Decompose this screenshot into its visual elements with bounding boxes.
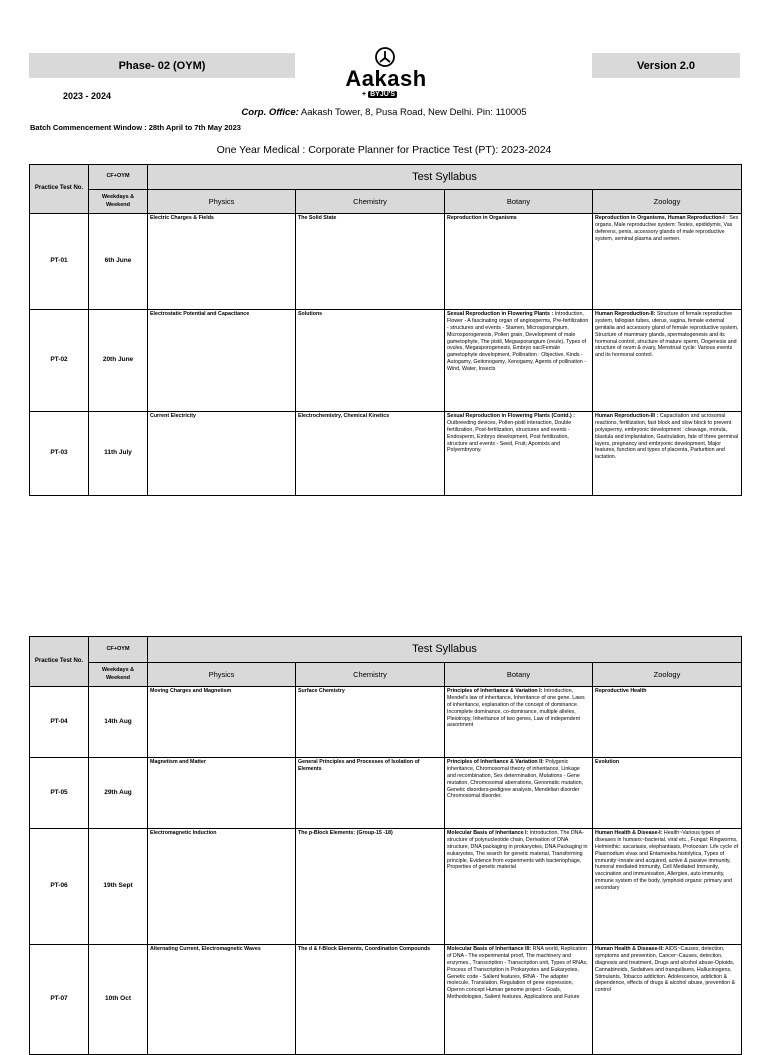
botany-syllabus	[445, 829, 593, 945]
botany-syllabus	[445, 214, 593, 310]
physics-syllabus: Alternating Current, Electromagnetic Waves	[148, 945, 296, 1055]
table-row	[30, 945, 742, 1055]
zoology-topic-title: Human Reproduction-III :	[595, 413, 659, 419]
aakash-logo	[340, 46, 432, 104]
botany-syllabus	[445, 758, 593, 829]
botany-header: Botany	[445, 663, 593, 687]
zoology-topic-title: Reproductive Health	[595, 688, 647, 694]
physics-syllabus: Current Electricity	[148, 412, 296, 496]
botany-topic-title: Principles of Inheritance & Variation I:	[447, 688, 543, 694]
botany-topic-details: Outbreeding devices, Pollen-pistil interaction, Double fertilization, Post-fertilization, structures and events - Endosperm, Embryo development, Post fertilization, structure and events - Seed, Fruit; Apomixis and Polyembryony.	[447, 419, 572, 454]
chemistry-syllabus: Surface Chemistry	[296, 687, 445, 758]
logo-byjus-tag: + BYJU'S	[362, 91, 396, 98]
chemistry-header: Chemistry	[296, 663, 445, 687]
zoology-topic-title: Human Health & Disease-I:	[595, 830, 663, 836]
cf-oym-header: CF+OYM	[89, 637, 148, 663]
test-date: 6th June	[89, 214, 148, 310]
zoology-syllabus	[593, 412, 742, 496]
botany-syllabus	[445, 687, 593, 758]
botany-topic-details: RNA world, Replication of DNA - The experimental proof, The machinery and enzymes., Transcription - Transcription unit, Types of RNAs, Process of Transcription in Prokaryotes and Eukaryotes, Genetic code - Salient features, tRNA - The adapter molecule, Translation. Regulation of gene expression, Operon concept Human genome project - Goals, Methodologies, Salient features, Applications and Future	[447, 946, 588, 1001]
cf-oym-header: CF+OYM	[89, 165, 148, 190]
test-date: 14th Aug	[89, 687, 148, 758]
batch-window: Batch Commencement Window : 28th April to 7th May 2023	[30, 123, 241, 132]
zoology-syllabus	[593, 945, 742, 1055]
practice-test-number: PT-07	[30, 945, 89, 1055]
chemistry-syllabus: General Principles and Processes of Isolation of Elements	[296, 758, 445, 829]
zoology-topic-title: Reproduction in Organisms, Human Reproduction-I	[595, 215, 725, 221]
test-date: 19th Sept	[89, 829, 148, 945]
botany-topic-details: Introduction, Flower - A fascinating organ of angiosperms, Pre-fertilization - structures and events - Stamen, Microsporangium, Microsporogenesis, Pollen grain, Development of male gametophyte, The pistil, Megasporangium (ovule), Types of ovules, Megasporogenesis, Embryo sac/Female gametophyte development, Pollination : Objective, Kinds - Autogamy, Geitonogamy, Xenogamy, Agents of pollination - Wind, Water, Insects	[447, 311, 589, 372]
botany-header: Botany	[445, 190, 593, 214]
practice-test-number: PT-01	[30, 214, 89, 310]
zoology-header: Zoology	[593, 190, 742, 214]
phase-label: Phase- 02 (OYM)	[29, 53, 295, 78]
botany-topic-details: Introduction, The DNA-structure of polynucleotide chain, Derivation of DNA structure, DNA packaging in prokaryotes, DNA Packaging in eukaryotes, The search for genetic material, Transforming principle, Evidence from experiments with bacteriophage, Properties of genetic material	[447, 830, 588, 871]
corp-office-address: Aakash Tower, 8, Pusa Road, New Delhi. Pin: 110005	[300, 107, 527, 118]
botany-topic-title: Molecular Basis of Inheritance I:	[447, 830, 529, 836]
practice-test-no-header: Practice Test No.	[30, 637, 89, 687]
planner-table-1	[29, 164, 742, 496]
botany-topic-title: Sexual Reproduction in Flowering Plants (Contd.) :	[447, 413, 576, 419]
chemistry-syllabus: The p-Block Elements: (Group-15 -18)	[296, 829, 445, 945]
table-row	[30, 829, 742, 945]
physics-syllabus: Magnetism and Matter	[148, 758, 296, 829]
botany-topic-title: Molecular Basis of Inheritance III:	[447, 946, 532, 952]
test-date: 29th Aug	[89, 758, 148, 829]
practice-test-number: PT-05	[30, 758, 89, 829]
botany-topic-title: Principles of Inheritance & Variation II:	[447, 759, 544, 765]
botany-syllabus	[445, 412, 593, 496]
zoology-syllabus	[593, 214, 742, 310]
practice-test-no-header: Practice Test No.	[30, 165, 89, 214]
logo-wordmark: Aakash	[345, 66, 427, 91]
chemistry-syllabus: Solutions	[296, 310, 445, 412]
practice-test-number: PT-04	[30, 687, 89, 758]
physics-syllabus: Electrostatic Potential and Capacitance	[148, 310, 296, 412]
practice-test-number: PT-06	[30, 829, 89, 945]
practice-test-number: PT-02	[30, 310, 89, 412]
zoology-topic-details: AIDS~Causes, detection, symptoms and prevention, Cancer~Causes, detection, diagnosis and treatment, Drugs and alcohol abuse-Opioids, Cannabinoids, Sedatives and tranquilisers, Hallucinogens, Stimulants, Tobacco addiction. Adolescence, addiction & dependence, effects of drugs & alcohol abuse, prevention & control	[595, 946, 736, 994]
table-row	[30, 687, 742, 758]
botany-topic-title: Sexual Reproduction in Flowering Plants :	[447, 311, 554, 317]
corp-office-label: Corp. Office:	[241, 107, 299, 118]
physics-syllabus: Electric Charges & Fields	[148, 214, 296, 310]
zoology-syllabus	[593, 310, 742, 412]
chemistry-header: Chemistry	[296, 190, 445, 214]
botany-syllabus	[445, 945, 593, 1055]
planner-title: One Year Medical : Corporate Planner for Practice Test (PT): 2023-2024	[216, 144, 552, 156]
physics-syllabus: Moving Charges and Magnetism	[148, 687, 296, 758]
test-syllabus-header: Test Syllabus	[148, 165, 742, 190]
weekdays-header: Weekdays & Weekend	[89, 663, 148, 687]
table-row	[30, 412, 742, 496]
zoology-syllabus	[593, 758, 742, 829]
version-label: Version 2.0	[592, 53, 740, 78]
table-row	[30, 310, 742, 412]
zoology-topic-details: Health~Various types of diseases in humans~bacterial, viral etc., Fungal: Ringworms, Helminthic: ascariasis, elephantiasis, Protozoan: Life cycle of Plasmodium vivax and Entamoeba histolytica, Types of immunity~innate and acquired, active & passive immunity, humoral mediated immunity, Cell Mediated Immunity, vaccination and immunisation, Allergies, auto immunity, immune system of the body, lymphoid organs: primary and secondary	[595, 830, 739, 891]
physics-header: Physics	[148, 663, 296, 687]
botany-topic-details: Introduction, Mendel's law of inheritance, Inheritance of one gene. Laws of inheritance, explanation of the concept of dominance. Incomplete dominance, co-dominance, multiple alleles, Pleiotropy, Inheritance of two genes, Law of independent assortment	[447, 688, 585, 729]
zoology-topic-details: Capacitation and acrosomal reactions, fertilization, fast block and slow block to prevent polyspermy, embryonic development : cleavage, morula, blastula and implantation, Gastrulation, fate of three germinal layers, pregnancy and embryonic development, Major features, function and types of placenta, Parturition and lactation.	[595, 413, 739, 461]
zoology-syllabus	[593, 687, 742, 758]
test-date: 20th June	[89, 310, 148, 412]
table-row	[30, 758, 742, 829]
zoology-syllabus	[593, 829, 742, 945]
zoology-topic-title: Evolution	[595, 759, 620, 765]
zoology-topic-details: Structure of female reproductive system, fallopian tubes, uterus, vagina, female external genitalia and accessory gland of female reproductive system, Structure of mammary glands, spermatogenesis and its hormonal control, structure of mature sperm, Oogenesis and structure of ovum & ovary, Menstrual cycle: Various events and its hormonal control.	[595, 311, 739, 359]
botany-syllabus	[445, 310, 593, 412]
test-date: 10th Oct	[89, 945, 148, 1055]
chemistry-syllabus: Electrochemistry, Chemical Kinetics	[296, 412, 445, 496]
botany-topic-title: Reproduction in Organisms	[447, 215, 517, 221]
botany-topic-details: Polygenic inheritance, Chromosomal theory of inheritance, Linkage and recombination, Sex determination, Mutations - Gene mutation, Chromosomal aberrations, Genomatic mutation, Genetic disorders-pedigree analysis, Mendelian disorder Chromosomal disorder.	[447, 759, 584, 800]
chemistry-syllabus: The Solid State	[296, 214, 445, 310]
physics-syllabus: Electromagnetic Induction	[148, 829, 296, 945]
physics-header: Physics	[148, 190, 296, 214]
zoology-topic-title: Human Health & Disease-II:	[595, 946, 664, 952]
zoology-topic-title: Human Reproduction-II:	[595, 311, 656, 317]
practice-test-number: PT-03	[30, 412, 89, 496]
chemistry-syllabus: The d & f-Block Elements, Coordination Compounds	[296, 945, 445, 1055]
weekdays-header: Weekdays & Weekend	[89, 190, 148, 214]
test-syllabus-header: Test Syllabus	[148, 637, 742, 663]
test-date: 11th July	[89, 412, 148, 496]
zoology-topic-details: : Sex organs, Male reproductive system: Testes, epididymis, Vas deferens, penis, accessory glands of male reproductive system, seminal plasma and semen.	[595, 215, 739, 242]
academic-year: 2023 - 2024	[63, 91, 112, 101]
planner-table-2	[29, 636, 742, 1055]
corp-office-line	[0, 107, 768, 118]
aakash-emblem-icon	[374, 46, 396, 68]
zoology-header: Zoology	[593, 663, 742, 687]
table-row	[30, 214, 742, 310]
